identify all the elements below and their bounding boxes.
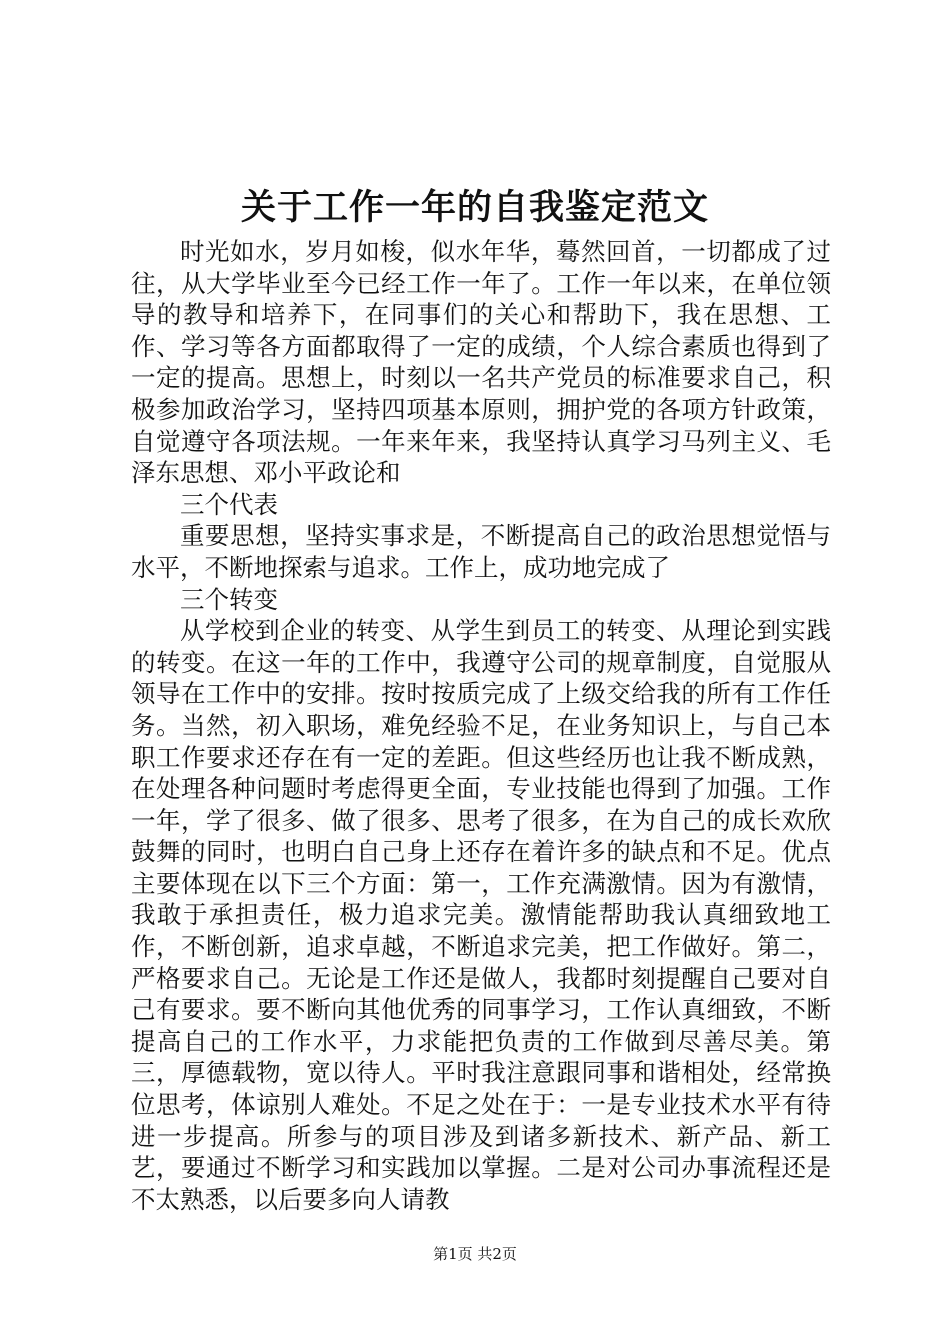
document-title: 关于工作一年的自我鉴定范文 (240, 187, 709, 228)
paragraph: 三个代表 (180, 489, 278, 519)
paragraph: 时光如水，岁月如梭，似水年华，蓦然回首，一切都成了过往，从大学毕业至今已经工作一年了。工作一年以来，在单位领导的教导和培养下，在同事们的关心和帮助下，我在思想、工作、学习等各方面都取得了一定的成绩，个人综合素质也得到了一定的提高。思想上，时刻以一名共产党员的标准要求自己，积极参加政治学习，坚持四项基本原则，拥护党的各项方针政策，自觉遵守各项法规。一年来年来，我坚持认真学习马列主义、毛泽东思想、邓小平政论和 (131, 237, 831, 488)
paragraph: 从学校到企业的转变、从学生到员工的转变、从理论到实践的转变。在这一年的工作中，我遵守公司的规章制度，自觉服从领导在工作中的安排。按时按质完成了上级交给我的所有工作任务。当然，初入职场，难免经验不足，在业务知识上，与自己本职工作要求还存在有一定的差距。但这些经历也让我不断成熟，在处理各种问题时考虑得更全面，专业技能也得到了加强。工作一年，学了很多、做了很多、思考了很多，在为自己的成长欢欣鼓舞的同时，也明白自己身上还存在着许多的缺点和不足。优点主要体现在以下三个方面：第一，工作充满激情。因为有激情，我敢于承担责任，极力追求完美。激情能帮助我认真细致地工作，不断创新，追求卓越，不断追求完美，把工作做好。第二，严格要求自己。无论是工作还是做人，我都时刻提醒自己要对自己有要求。要不断向其他优秀的同事学习，工作认真细致，不断提高自己的工作水平，力求能把负责的工作做到尽善尽美。第三，厚德载物，宽以待人。平时我注意跟同事和谐相处，经常换位思考，体谅别人难处。不足之处在于：一是专业技术水平有待进一步提高。所参与的项目涉及到诸多新技术、新产品、新工艺，要通过不断学习和实践加以掌握。二是对公司办事流程还是不太熟悉，以后要多向人请教 (131, 616, 831, 1214)
document-body (131, 236, 831, 1215)
page-number: 第1页 共2页 (433, 1245, 517, 1263)
paragraph: 重要思想，坚持实事求是，不断提高自己的政治思想觉悟与水平，不断地探索与追求。工作上，成功地完成了 (131, 521, 831, 582)
paragraph: 三个转变 (180, 584, 278, 614)
